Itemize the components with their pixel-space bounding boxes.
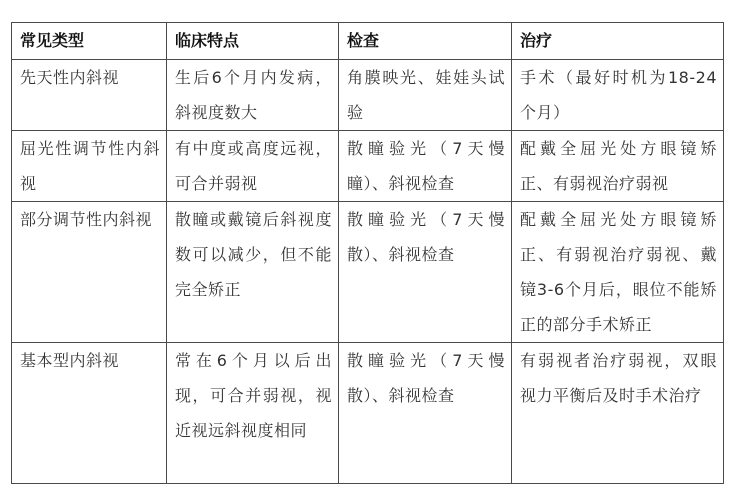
cell-treatment: 配戴全屈光处方眼镜矫正、有弱视治疗弱视、戴镜3-6个月后，眼位不能矫正的部分手术矫正 <box>512 202 724 343</box>
table-row <box>12 131 724 202</box>
cell-clinical-features: 散瞳或戴镜后斜视度数可以减少，但不能完全矫正 <box>167 202 339 343</box>
header-examination: 检查 <box>339 23 512 60</box>
cell-clinical-features: 生后6个月内发病，斜视度数大 <box>167 60 339 131</box>
esotropia-types-table <box>11 22 724 484</box>
table-row <box>12 60 724 131</box>
cell-type: 部分调节性内斜视 <box>12 202 167 343</box>
table-header-row <box>12 23 724 60</box>
cell-examination: 散瞳验光（7天慢散）、斜视检查 <box>339 202 512 343</box>
cell-type: 屈光性调节性内斜视 <box>12 131 167 202</box>
cell-type: 基本型内斜视 <box>12 343 167 484</box>
table-row <box>12 343 724 484</box>
cell-treatment: 有弱视者治疗弱视，双眼视力平衡后及时手术治疗 <box>512 343 724 484</box>
cell-clinical-features: 常在6个月以后出现，可合并弱视，视近视远斜视度相同 <box>167 343 339 484</box>
cell-treatment: 手术（最好时机为18-24个月） <box>512 60 724 131</box>
cell-examination: 角膜映光、娃娃头试验 <box>339 60 512 131</box>
cell-type: 先天性内斜视 <box>12 60 167 131</box>
header-treatment: 治疗 <box>512 23 724 60</box>
cell-clinical-features: 有中度或高度远视，可合并弱视 <box>167 131 339 202</box>
cell-examination: 散瞳验光（7天慢瞳）、斜视检查 <box>339 131 512 202</box>
strabismus-table-container <box>11 22 723 484</box>
table-row <box>12 202 724 343</box>
header-type: 常见类型 <box>12 23 167 60</box>
header-clinical-features: 临床特点 <box>167 23 339 60</box>
cell-treatment: 配戴全屈光处方眼镜矫正、有弱视治疗弱视 <box>512 131 724 202</box>
cell-examination: 散瞳验光（7天慢散）、斜视检查 <box>339 343 512 484</box>
